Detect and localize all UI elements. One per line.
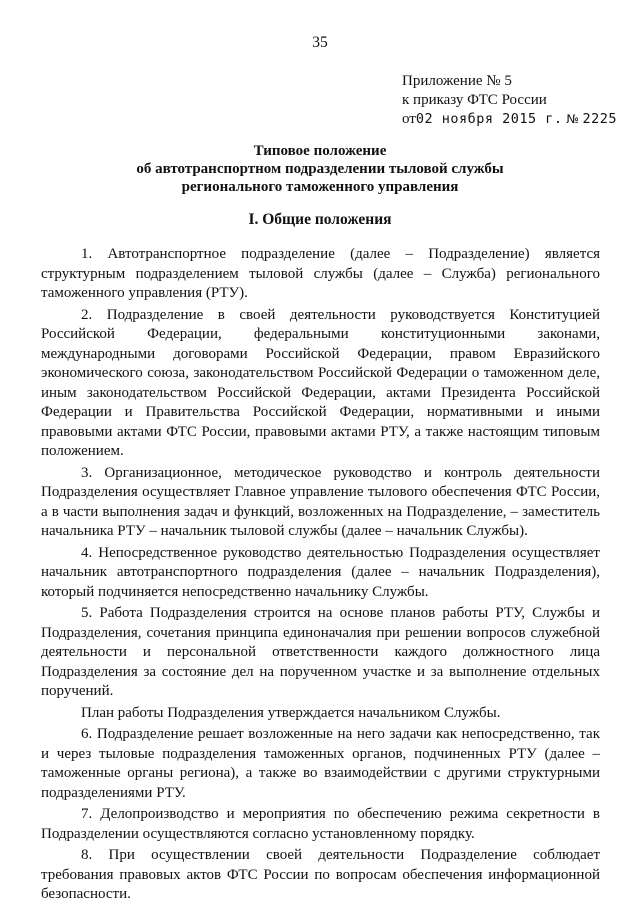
- document-title: [0, 142, 640, 196]
- paragraph-3: 3. Организационное, методическое руководство и контроль деятельности Подразделения осуществляет Главное управление тылового обеспечения ФТС России, а в части выполнения задач и функций, возложенных на Подразделение, – заместитель начальника РТУ – начальник тыловой службы (далее – начальник Службы).: [41, 464, 600, 539]
- paragraph-7: 7. Делопроизводство и мероприятия по обеспечению режима секретности в Подразделении осуществляются согласно установленному порядку.: [41, 806, 600, 842]
- date-stamp: 02 ноября 2015 г.: [415, 111, 563, 127]
- appendix-block: [402, 72, 617, 129]
- title-line-3: регионального таможенного управления: [181, 179, 459, 195]
- appendix-date-line: [402, 110, 617, 129]
- title-line-2: об автотранспортном подразделении тыловой службы: [136, 161, 504, 177]
- page-number: 35: [312, 34, 328, 51]
- paragraph-5-plan: План работы Подразделения утверждается начальником Службы.: [81, 704, 501, 721]
- paragraph-8: 8. При осуществлении своей деятельности Подразделение соблюдает требования правовых актов ФТС России по вопросам обеспечения информационной безопасности.: [41, 847, 600, 902]
- appendix-label: Приложение № 5: [402, 73, 512, 89]
- document-body: [41, 245, 600, 905]
- paragraph-1: 1. Автотранспортное подразделение (далее – Подразделение) является структурным подразделением тыловой службы (далее – Служба) регионального таможенного управления (РТУ).: [41, 246, 600, 301]
- title-line-1: Типовое положение: [253, 143, 387, 159]
- order-number-stamp: 2225: [582, 111, 618, 127]
- paragraph-4: 4. Непосредственное руководство деятельностью Подразделения осуществляет начальник автотранспортного подразделения (далее – начальник Подразделения), который подчиняется непосредственно начальнику Службы.: [41, 544, 600, 600]
- paragraph-6: 6. Подразделение решает возложенные на него задачи как непосредственно, так и через тыловые подразделения таможенных органов, подчиненных РТУ (далее – таможенные органы региона), а также во взаимодействии с другими структурными подразделениями РТУ.: [41, 726, 600, 801]
- section-heading: I. Общие положения: [248, 211, 392, 228]
- paragraph-5: 5. Работа Подразделения строится на основе планов работы РТУ, Службы и Подразделения, сочетания принципа единоначалия при решении вопросов служебной деятельности и персональной ответственности каждого должностного лица Подразделения за состояние дел на порученном участке и за выполнение отдельных поручений.: [41, 605, 600, 699]
- appendix-date-prefix: от: [402, 111, 416, 127]
- number-sign: №: [566, 112, 579, 126]
- paragraph-2: 2. Подразделение в своей деятельности руководствуется Конституцией Российской Федерации, федеральными конституционными законами, международными договорами Российской Федерации, правом Евразийского экономического союза, законодательством Российской Федерации о таможенном деле, иным законодательством Российской Федерации, актами Президента Российской Федерации и Правительства Российской Федерации, нормативными и иными правовыми актами ФТС России, правовыми актами РТУ, а также настоящим типовым положением.: [41, 306, 600, 459]
- appendix-order-ref: к приказу ФТС России: [402, 92, 547, 108]
